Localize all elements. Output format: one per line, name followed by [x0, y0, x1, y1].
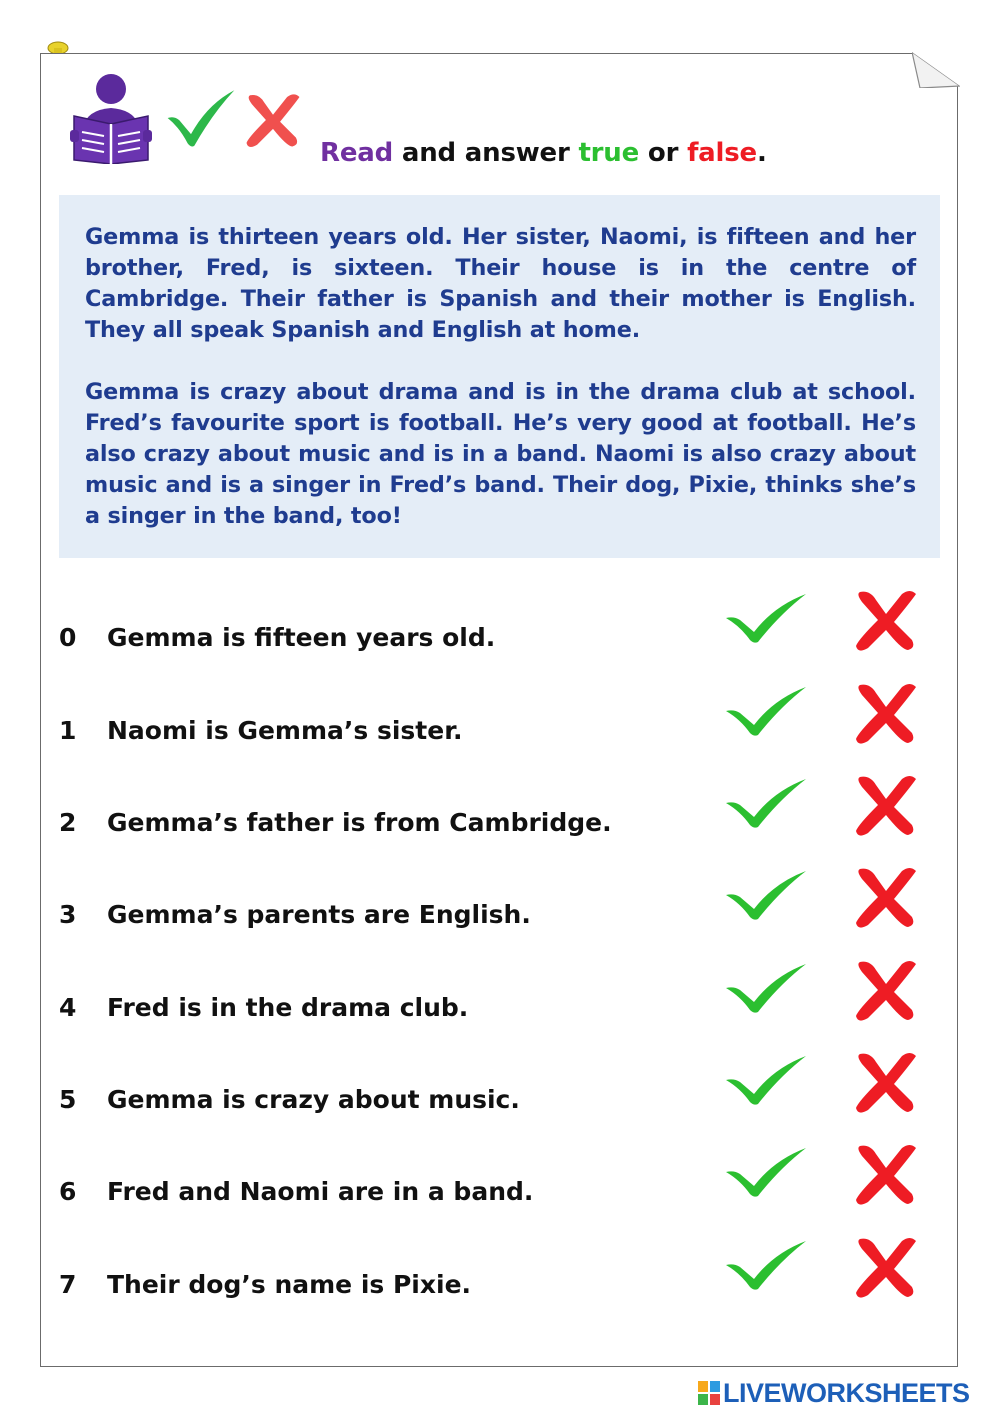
title-read-word: Read [320, 138, 394, 168]
question-text: Fred and Naomi are in a band. [107, 1177, 534, 1206]
false-cross-icon[interactable] [852, 1235, 920, 1299]
passage-paragraph-1: Gemma is thirteen years old. Her sister, Naomi, is fifteen and her brother, Fred, is sixteen. Their house is in the centre of Cambridge. Their father is Spanish and their mother is English. They all speak Spanish and English at home. [85, 224, 916, 343]
question-number: 6 [59, 1177, 77, 1206]
reading-passage [59, 195, 940, 558]
question-number: 4 [59, 993, 77, 1022]
passage-paragraph-2: Gemma is crazy about drama and is in the drama club at school. Fred’s favourite sport is football. He’s very good at football. He’s also crazy about music and is in a band. Naomi is also crazy about music and is a singer in Fred’s band. Their dog, Pixie, thinks she’s a singer in the band, too! [85, 379, 916, 529]
question-row [59, 803, 612, 843]
question-row [59, 1172, 533, 1212]
true-checkmark-icon[interactable] [724, 592, 808, 644]
logo-badge-icon [698, 1381, 720, 1405]
question-number: 5 [59, 1085, 77, 1114]
question-row [59, 1080, 520, 1120]
question-number: 3 [59, 900, 77, 929]
question-number: 7 [59, 1270, 77, 1299]
title-false-word: false [687, 138, 757, 168]
true-checkmark-icon[interactable] [724, 962, 808, 1014]
true-checkmark-icon[interactable] [724, 869, 808, 921]
instruction-title [320, 138, 767, 168]
question-text: Fred is in the drama club. [107, 993, 469, 1022]
title-and-answer: and answer [393, 138, 579, 168]
question-text: Naomi is Gemma’s sister. [107, 716, 463, 745]
title-true-word: true [578, 138, 640, 168]
title-period: . [756, 138, 767, 168]
question-text: Gemma’s father is from Cambridge. [107, 808, 612, 837]
false-cross-icon[interactable] [852, 588, 920, 652]
cross-icon [243, 84, 303, 156]
true-checkmark-icon[interactable] [724, 685, 808, 737]
true-checkmark-icon[interactable] [724, 777, 808, 829]
question-row [59, 618, 495, 658]
title-or: or [639, 138, 688, 168]
false-cross-icon[interactable] [852, 958, 920, 1022]
question-text: Gemma’s parents are English. [107, 900, 531, 929]
false-cross-icon[interactable] [852, 1050, 920, 1114]
question-number: 1 [59, 716, 77, 745]
false-cross-icon[interactable] [852, 865, 920, 929]
question-number: 0 [59, 623, 77, 652]
reading-person-icon [70, 72, 152, 164]
checkmark-icon [166, 88, 236, 148]
liveworksheets-logo [698, 1378, 970, 1408]
page-fold-icon [912, 52, 960, 88]
question-row [59, 988, 468, 1028]
question-row [59, 711, 462, 751]
question-row [59, 1265, 471, 1305]
false-cross-icon[interactable] [852, 1142, 920, 1206]
true-checkmark-icon[interactable] [724, 1146, 808, 1198]
true-checkmark-icon[interactable] [724, 1054, 808, 1106]
false-cross-icon[interactable] [852, 773, 920, 837]
question-text: Gemma is fifteen years old. [107, 623, 496, 652]
question-text: Their dog’s name is Pixie. [107, 1270, 472, 1299]
false-cross-icon[interactable] [852, 681, 920, 745]
logo-text: LIVEWORKSHEETS [723, 1377, 970, 1408]
question-text: Gemma is crazy about music. [107, 1085, 520, 1114]
question-row [59, 895, 531, 935]
true-checkmark-icon[interactable] [724, 1239, 808, 1291]
question-number: 2 [59, 808, 77, 837]
